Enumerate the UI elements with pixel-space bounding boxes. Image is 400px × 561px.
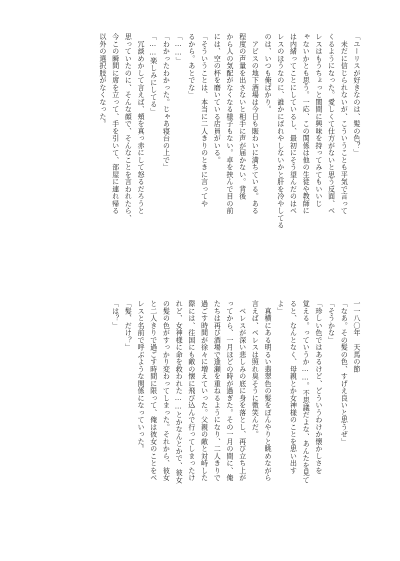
text-line: ってから、一月ほどの時が過ぎた。その一月の間に、俺 <box>224 300 233 482</box>
text-line: 「ユーリスが好きなのは、髪の色？」 <box>352 33 360 157</box>
text-line: 過ごす時間が徐々に増えていった。父親の敵と対峙した <box>199 300 208 482</box>
text-line: 「は？」 <box>110 300 119 329</box>
text-line: と二人きりで過ごす時間に限って、俺は彼女のことをベ <box>148 300 157 482</box>
text-line: 真横にある明るい翡翠色の髪をぼんやりと眺めながら <box>263 300 272 482</box>
text-line: レスはもうちょっと閨間に興味を持ってみてもいいじ <box>313 33 322 207</box>
text-line: のは、いつも俺ばかり。 <box>263 33 272 113</box>
text-line: れど、女神様に命を救われた……とかなんとかで、彼女 <box>174 300 183 484</box>
text-line: 「そうかな」 <box>326 300 335 344</box>
text-line: レスと名前で呼ぶような関係になっていった。 <box>136 300 145 453</box>
text-line: くるようになった。愛しくて仕方がないと思う反面、ベ <box>326 33 335 215</box>
text-line: 「わかったわかった。じゃあ寝台の上で」 <box>161 33 170 171</box>
text-line: 際には、往国にも敵の懐に飛び込んで行ってしまったけ <box>186 300 195 482</box>
text-line: は内緒ってことにしているし、最初にそう望んだのはベ <box>288 33 297 215</box>
text-line: 「そういうことは、本当に二人きりのときに言ってや <box>199 33 208 207</box>
text-line: レスのほうなのに、誰かにばれやしないかと肝を冷やしてる <box>275 33 284 229</box>
text-line: ゃないかとも思う。一応、この関係は他の生徒や教師に <box>301 33 310 215</box>
text-line: の髪の色がすっかり変わってしまった。それから、彼女 <box>161 300 170 482</box>
text-line: 一一八〇年 天馬の節 <box>352 300 360 373</box>
text-line: ると、なんとなく、母親とか女神様のことを思い出す <box>288 300 297 474</box>
text-line: 思っていたのに、そんな顔で、そんなことを言われたら、 <box>123 33 132 222</box>
text-line: 今この瞬間に席を立って、手を引いて、部屋に連れ帰る <box>110 33 119 215</box>
text-line: 未だに信じられないが、こういうことも平気で言って <box>339 33 348 215</box>
text-line: ベレスが深い悲しみの底に身を落とし、再び立ち上が <box>237 300 246 482</box>
text-line: たちは再び酒場で逢瀬を重ねるようになり、二人きりで <box>212 300 221 482</box>
text-line: アビスの地下酒場は今日も賑わいに満ちている。ある <box>250 33 259 215</box>
text-line: 言えば、ベレスは照れ臭そうに微笑んだ。 <box>250 300 259 438</box>
text-line: から人の気配がなくなる様子もない。卓を挟んで目の前 <box>224 33 233 215</box>
text-line: 覚える。っていうか……。不思議だよな、あんたを見て <box>301 300 310 484</box>
bottom-text-block <box>47 300 362 540</box>
text-line: 程度の声量を出さないと相手に声が届かない。背後 <box>237 33 246 200</box>
text-line: るから。あとでな」 <box>186 33 195 99</box>
text-line: 「なあ。その髪の色、すげえ良いと思うぜ」 <box>339 300 348 445</box>
text-line: 「……」 <box>174 33 183 65</box>
text-line: 「珍しい色ではあるけど、どういうわけか懐かしさを <box>313 300 322 474</box>
text-line: 冗談めかして言えば、頬を真っ赤にして怒るだろうと <box>136 33 145 215</box>
text-line: よ」 <box>275 300 284 315</box>
top-text-block <box>52 33 362 265</box>
text-line: 「……楽しみにしてる」 <box>148 33 157 115</box>
text-line: 以外の選択肢がなくなった。 <box>97 33 106 128</box>
text-line: には、空の杯を磨いている店員がいる。 <box>212 33 221 164</box>
text-line: 「髪、だけ？」 <box>123 300 132 351</box>
